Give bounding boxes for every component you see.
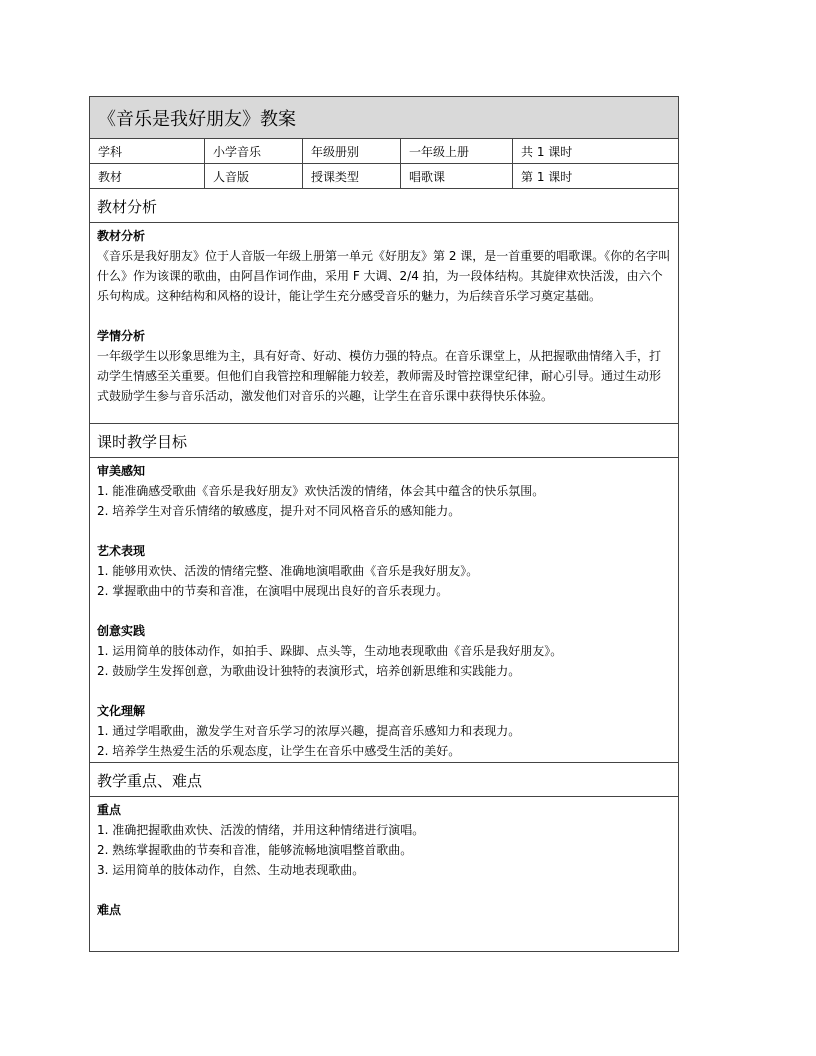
objective-group-title: 审美感知	[97, 464, 146, 478]
list-item: 1. 准确把握歌曲欢快、活泼的情绪，并用这种情绪进行演唱。	[97, 823, 425, 837]
list-item: 2. 培养学生热爱生活的乐观态度，让学生在音乐中感受生活的美好。	[97, 744, 461, 758]
document-title: 《音乐是我好朋友》教案	[90, 97, 678, 139]
subheading-student-analysis: 学情分析	[97, 329, 146, 343]
list-item: 1. 能够用欢快、活泼的情绪完整、准确地演唱歌曲《音乐是我好朋友》。	[97, 564, 479, 578]
lesson-type-label: 授课类型	[303, 164, 401, 188]
objective-group-title: 创意实践	[97, 624, 146, 638]
list-item: 3. 运用简单的肢体动作，自然、生动地表现歌曲。	[97, 863, 365, 877]
objective-group-title: 文化理解	[97, 704, 146, 718]
current-period: 第 1 课时	[521, 169, 573, 184]
section-heading-analysis: 教材分析	[90, 189, 678, 223]
list-item: 2. 熟练掌握歌曲的节奏和音准，能够流畅地演唱整首歌曲。	[97, 843, 413, 857]
section-body-objectives	[90, 458, 678, 763]
total-periods: 共 1 课时	[521, 144, 573, 159]
subheading-textbook-analysis: 教材分析	[97, 229, 146, 243]
list-item: 2. 掌握歌曲中的节奏和音准，在演唱中展现出良好的音乐表现力。	[97, 584, 449, 598]
student-analysis-text: 一年级学生以形象思维为主，具有好奇、好动、模仿力强的特点。在音乐课堂上，从把握歌曲情绪入手，打动学生情感至关重要。但他们自我管控和理解能力较差，教师需及时管控课堂纪律，耐心引导。通过生动形式鼓励学生参与音乐活动，激发他们对音乐的兴趣，让学生在音乐课中获得快乐体验。	[97, 349, 662, 403]
grade-value: 一年级上册	[401, 139, 513, 163]
section-heading-objectives: 课时教学目标	[90, 424, 678, 458]
list-item: 1. 运用简单的肢体动作，如拍手、跺脚、点头等，生动地表现歌曲《音乐是我好朋友》。	[97, 644, 563, 658]
section-body-keypoints	[90, 797, 678, 920]
subject-label: 学科	[90, 139, 205, 163]
grade-label: 年级册别	[303, 139, 401, 163]
subheading-difficulties: 难点	[97, 903, 122, 917]
list-item: 2. 培养学生对音乐情绪的敏感度，提升对不同风格音乐的感知能力。	[97, 504, 461, 518]
subject-value: 小学音乐	[205, 139, 303, 163]
meta-row-1	[90, 139, 678, 164]
textbook-label: 教材	[90, 164, 205, 188]
textbook-value: 人音版	[205, 164, 303, 188]
lesson-type-value: 唱歌课	[401, 164, 513, 188]
subheading-key-points: 重点	[97, 803, 122, 817]
section-heading-keypoints: 教学重点、难点	[90, 763, 678, 797]
list-item: 2. 鼓励学生发挥创意，为歌曲设计独特的表演形式，培养创新思维和实践能力。	[97, 664, 521, 678]
list-item: 1. 能准确感受歌曲《音乐是我好朋友》欢快活泼的情绪，体会其中蕴含的快乐氛围。	[97, 484, 545, 498]
textbook-analysis-text: 《音乐是我好朋友》位于人音版一年级上册第一单元《好朋友》第 2 课，是一首重要的唱歌课。《你的名字叫什么》作为该课的歌曲，由阿昌作词作曲，采用 F 大调、2/4 拍，为一段体结构。其旋律欢快活泼，由六个乐句构成。这种结构和风格的设计，能让学生充分感受音乐的魅力，为后续音乐学习奠定基础。	[97, 249, 671, 303]
meta-row-2	[90, 164, 678, 189]
lesson-plan-table	[89, 96, 679, 952]
objective-group-title: 艺术表现	[97, 544, 146, 558]
list-item: 1. 通过学唱歌曲，激发学生对音乐学习的浓厚兴趣，提高音乐感知力和表现力。	[97, 724, 521, 738]
section-body-analysis	[90, 223, 678, 424]
